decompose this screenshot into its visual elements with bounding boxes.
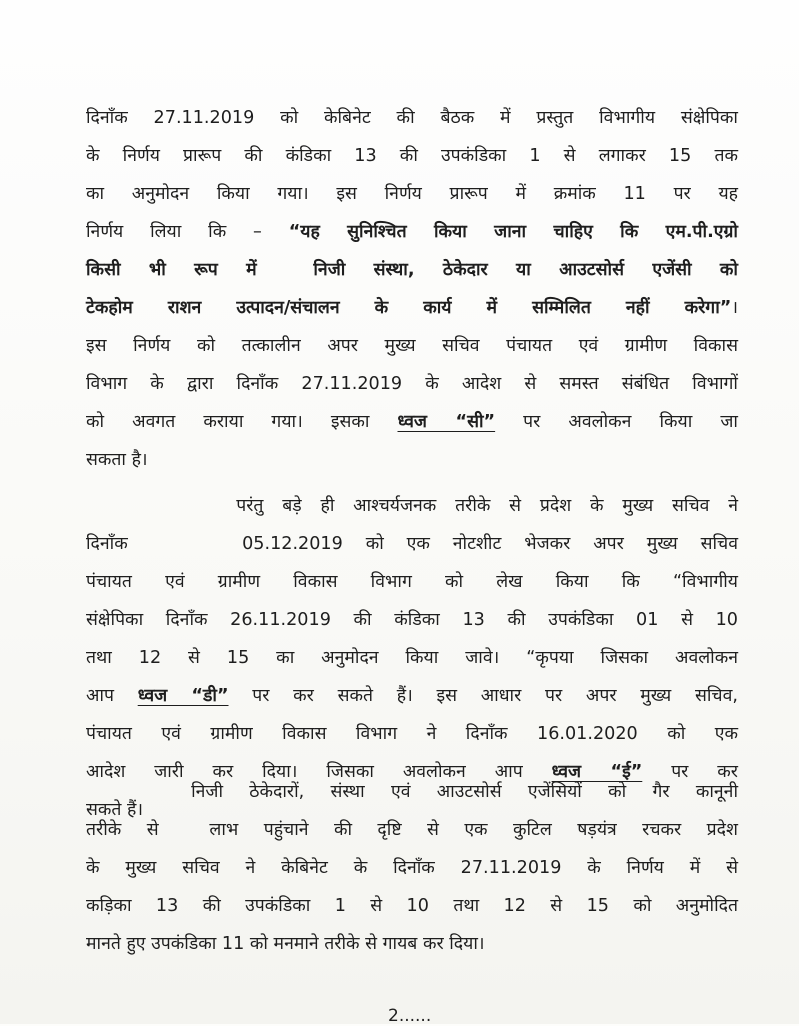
text-segment: मानते हुए उपकंडिका 11 को मनमाने तरीके से गायब कर दिया।	[86, 934, 485, 954]
text-segment: आदेश जारी कर दिया। जिसका अवलोकन आप	[86, 762, 552, 782]
text-segment: तथा 12 से 15 का अनुमोदन किया जावे। “कृपया जिसका अवलोकन	[86, 648, 738, 668]
text-segment: सकता है।	[86, 450, 148, 470]
text-segment: पंचायत एवं ग्रामीण विकास विभाग ने दिनाँक 16.01.2020 को एक	[86, 724, 738, 744]
text-line	[86, 563, 738, 601]
text-line	[86, 487, 738, 525]
text-segment: निजी ठेकेदारों, संस्था एवं आउटसोर्स एजेंसियों को गैर कानूनी	[86, 782, 738, 802]
page-number: 2......	[388, 1006, 432, 1026]
text-segment: का अनुमोदन किया गया। इस निर्णय प्रारूप में क्रमांक 11 पर यह	[86, 184, 738, 204]
text-line	[86, 441, 738, 479]
text-segment: कड़िका 13 की उपकंडिका 1 से 10 तथा 12 से 15 को अनुमोदित	[86, 896, 738, 916]
text-segment: इस निर्णय को तत्कालीन अपर मुख्य सचिव पंचायत एवं ग्रामीण विकास	[86, 336, 738, 356]
text-line	[86, 289, 738, 327]
text-segment: निर्णय लिया कि –	[86, 222, 289, 242]
text-segment: संक्षेपिका दिनाँक 26.11.2019 की कंडिका 13 की उपकंडिका 01 से 10	[86, 610, 738, 630]
text-line	[86, 99, 738, 137]
text-segment: परंतु बड़े ही आश्चर्यजनक तरीके से प्रदेश के मुख्य सचिव ने	[86, 496, 738, 516]
paragraph-conspiracy-allegation	[86, 773, 738, 963]
quoted-decision-text: किसी भी रूप में निजी संस्था, ठेकेदार या आउटसोर्स एजेंसी को	[86, 260, 738, 280]
text-line	[86, 601, 738, 639]
text-line	[86, 715, 738, 753]
text-segment: दिनाँक 05.12.2019 को एक नोटशीट भेजकर अपर मुख्य सचिव	[86, 534, 738, 554]
text-line	[86, 175, 738, 213]
text-line	[86, 327, 738, 365]
text-line	[86, 365, 738, 403]
text-line	[86, 525, 738, 563]
text-line	[86, 773, 738, 811]
text-segment: को अवगत कराया गया। इसका	[86, 412, 398, 432]
flag-reference: ध्वज “ई”	[551, 762, 643, 782]
text-segment: ।	[731, 298, 738, 318]
text-segment: आप	[86, 686, 138, 706]
flag-reference: ध्वज “डी”	[137, 686, 229, 706]
text-line	[86, 213, 738, 251]
text-line	[86, 403, 738, 441]
text-line	[86, 677, 738, 715]
text-segment: पर कर	[642, 762, 739, 782]
text-segment: सकते हैं।	[86, 800, 144, 820]
text-segment: तरीके से लाभ पहुंचाने की दृष्टि से एक कुटिल षड़यंत्र रचकर प्रदेश	[86, 820, 738, 840]
text-segment: पंचायत एवं ग्रामीण विकास विभाग को लेख किया कि “विभागीय	[86, 572, 738, 592]
text-segment: दिनाँक 27.11.2019 को केबिनेट की बैठक में प्रस्तुत विभागीय संक्षेपिका	[86, 108, 738, 128]
text-line	[86, 251, 738, 289]
text-line	[86, 137, 738, 175]
text-line	[86, 925, 738, 963]
text-segment: के निर्णय प्रारूप की कंडिका 13 की उपकंडिका 1 से लगाकर 15 तक	[86, 146, 738, 166]
text-segment: पर अवलोकन किया जा	[495, 412, 738, 432]
text-line	[86, 849, 738, 887]
quoted-decision-text: “यह सुनिश्चित किया जाना चाहिए कि एम.पी.एग्रो	[288, 222, 738, 242]
quoted-decision-text: टेकहोम राशन उत्पादन/संचालन के कार्य में सम्मिलित नहीं करेगा”	[86, 298, 732, 318]
text-segment: के मुख्य सचिव ने केबिनेट के दिनाँक 27.11.2019 के निर्णय में से	[86, 858, 738, 878]
text-line	[86, 639, 738, 677]
text-line	[86, 887, 738, 925]
text-line	[86, 811, 738, 849]
paragraph-cabinet-decision	[86, 99, 738, 479]
text-segment: विभाग के द्वारा दिनाँक 27.11.2019 के आदेश से समस्त संबंधित विभागों	[86, 374, 738, 394]
flag-reference: ध्वज “सी”	[397, 412, 496, 432]
text-segment: पर कर सकते हैं। इस आधार पर अपर मुख्य सचिव,	[228, 686, 738, 706]
